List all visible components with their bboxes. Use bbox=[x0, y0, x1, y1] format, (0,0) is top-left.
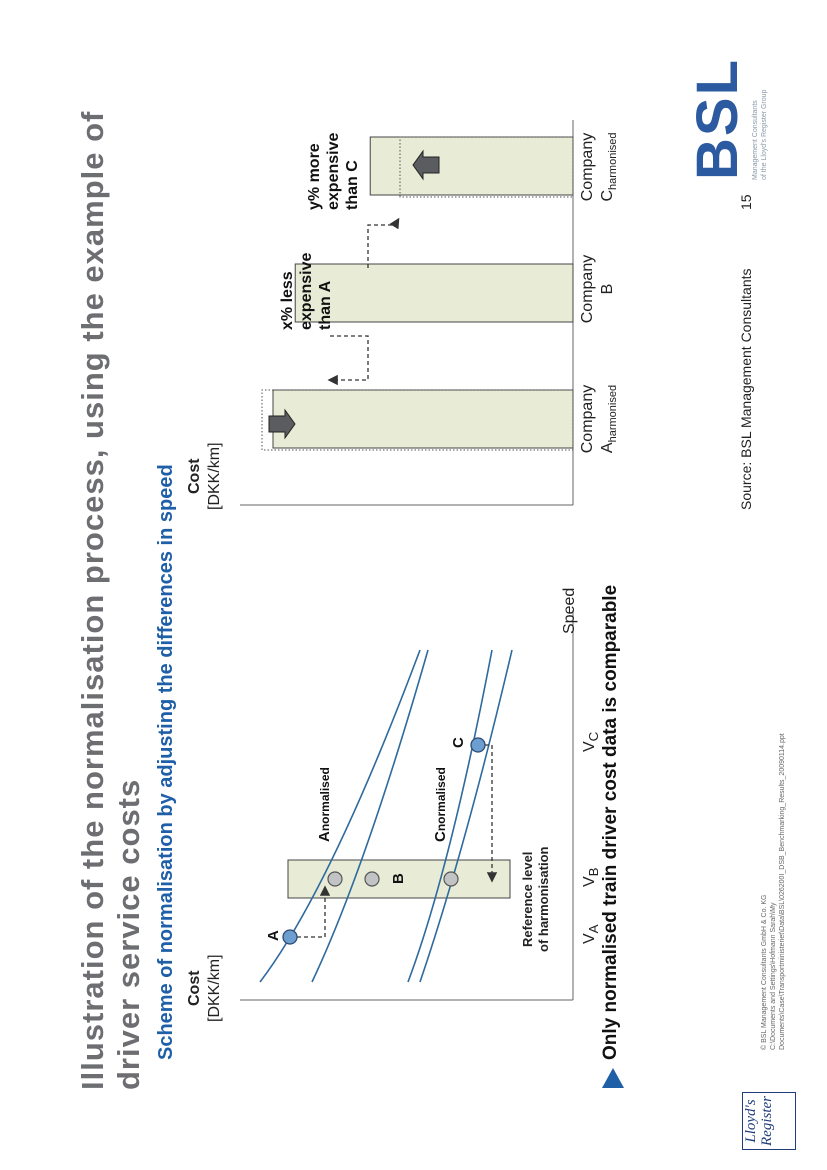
footnote-line1: © BSL Management Consultants GmbH & Co. KG bbox=[761, 894, 768, 1050]
bar-label-c-line1: Company bbox=[579, 132, 596, 202]
connector-c bbox=[368, 220, 398, 268]
bsl-tag1: Management Consultants bbox=[752, 100, 759, 180]
annotation-c-line2: expensive bbox=[325, 132, 342, 210]
annotation-c bbox=[305, 133, 362, 210]
x-tick-va-sub: A bbox=[586, 924, 602, 934]
right-y-axis-label-line2: [DKK/km] bbox=[206, 442, 223, 510]
bar-label-a-main: A bbox=[599, 442, 616, 454]
label-a-normalised-sub: normalised bbox=[318, 767, 332, 832]
bar-label-c-main: C bbox=[599, 189, 616, 202]
footnote-line2: C:\Documents and Settings\Hofmann Sarah\My Documents\Case\Transportministeriet\Data\BSL\026200I_DSB_Benchmarking_Results_20090114.ppt bbox=[770, 733, 786, 1050]
annotation-c-line3: than C bbox=[344, 160, 361, 210]
bar-label-a-line1: Company bbox=[579, 384, 596, 454]
reference-label-line1: Reference level bbox=[520, 851, 535, 947]
x-tick-vc-main: V bbox=[581, 741, 598, 752]
right-y-axis-label-line1: Cost bbox=[186, 458, 203, 494]
annotation-a-line1: x% less bbox=[279, 271, 296, 330]
annotation-a-line2: expensive bbox=[298, 252, 315, 330]
label-point-a: A bbox=[265, 930, 282, 941]
triangle-bullet-icon bbox=[600, 1066, 626, 1090]
bsl-logo bbox=[684, 58, 768, 180]
label-point-b: B bbox=[390, 873, 407, 884]
left-y-axis-label-line1: Cost bbox=[186, 970, 203, 1006]
label-c-normalised bbox=[432, 767, 449, 842]
bar-1 bbox=[295, 264, 573, 322]
x-tick-vc-sub: C bbox=[586, 731, 602, 742]
lloyds-line1: Lloyd's bbox=[743, 1099, 759, 1143]
point-c-normalised bbox=[444, 872, 458, 886]
point-a-normalised bbox=[328, 872, 342, 886]
x-tick-va-main: V bbox=[581, 933, 598, 944]
label-a-normalised bbox=[316, 767, 333, 842]
reference-label-line2: of harmonisation bbox=[536, 846, 551, 952]
bar-label-c-sub: harmonised bbox=[607, 132, 620, 190]
bar-label-b bbox=[578, 244, 618, 334]
left-x-axis-label: Speed bbox=[561, 587, 578, 634]
bar-label-c bbox=[578, 122, 623, 212]
curve-c bbox=[408, 650, 492, 982]
label-c-normalised-main: C bbox=[432, 831, 449, 842]
slide-subtitle: Scheme of normalisation by adjusting the differences in speed bbox=[155, 464, 177, 1060]
bsl-logo-text: BSL bbox=[685, 58, 750, 180]
left-y-axis-label bbox=[185, 954, 225, 1022]
label-point-c: C bbox=[450, 737, 467, 748]
bar-label-b-main: B bbox=[599, 283, 616, 295]
label-a-normalised-main: A bbox=[316, 831, 333, 842]
annotation-a bbox=[278, 253, 335, 330]
lloyds-register-logo bbox=[742, 1092, 796, 1150]
curve-a bbox=[260, 650, 420, 982]
footnote bbox=[760, 690, 787, 1050]
x-tick-vb-sub: B bbox=[586, 867, 602, 877]
right-y-axis-label bbox=[185, 442, 225, 510]
bar-label-a bbox=[578, 374, 623, 464]
label-c-normalised-sub: normalised bbox=[434, 767, 448, 832]
slide-title: Illustration of the normalisation process, using the example of driver service costs bbox=[75, 110, 146, 1090]
source-text: Source: BSL Management Consultants bbox=[738, 268, 754, 510]
lloyds-line2: Register bbox=[759, 1096, 775, 1146]
x-tick-vb-main: V bbox=[581, 876, 598, 887]
point-c bbox=[471, 738, 485, 752]
reference-label bbox=[520, 847, 552, 952]
conclusion-text: Only normalised train driver cost data is comparable bbox=[600, 584, 621, 1060]
annotation-a-line3: than A bbox=[317, 280, 334, 330]
bar-0 bbox=[273, 390, 573, 448]
page-number: 15 bbox=[738, 194, 754, 210]
connector-a bbox=[330, 336, 368, 380]
point-b bbox=[365, 872, 379, 886]
annotation-c-line1: y% more bbox=[306, 143, 323, 210]
bsl-tag2: of the Lloyd's Register Group bbox=[761, 89, 768, 180]
bar-label-b-line1: Company bbox=[579, 254, 596, 324]
left-y-axis-label-line2: [DKK/km] bbox=[206, 954, 223, 1022]
bar-label-a-sub: harmonised bbox=[607, 384, 620, 443]
bar-2 bbox=[370, 137, 573, 195]
point-a bbox=[283, 930, 297, 944]
